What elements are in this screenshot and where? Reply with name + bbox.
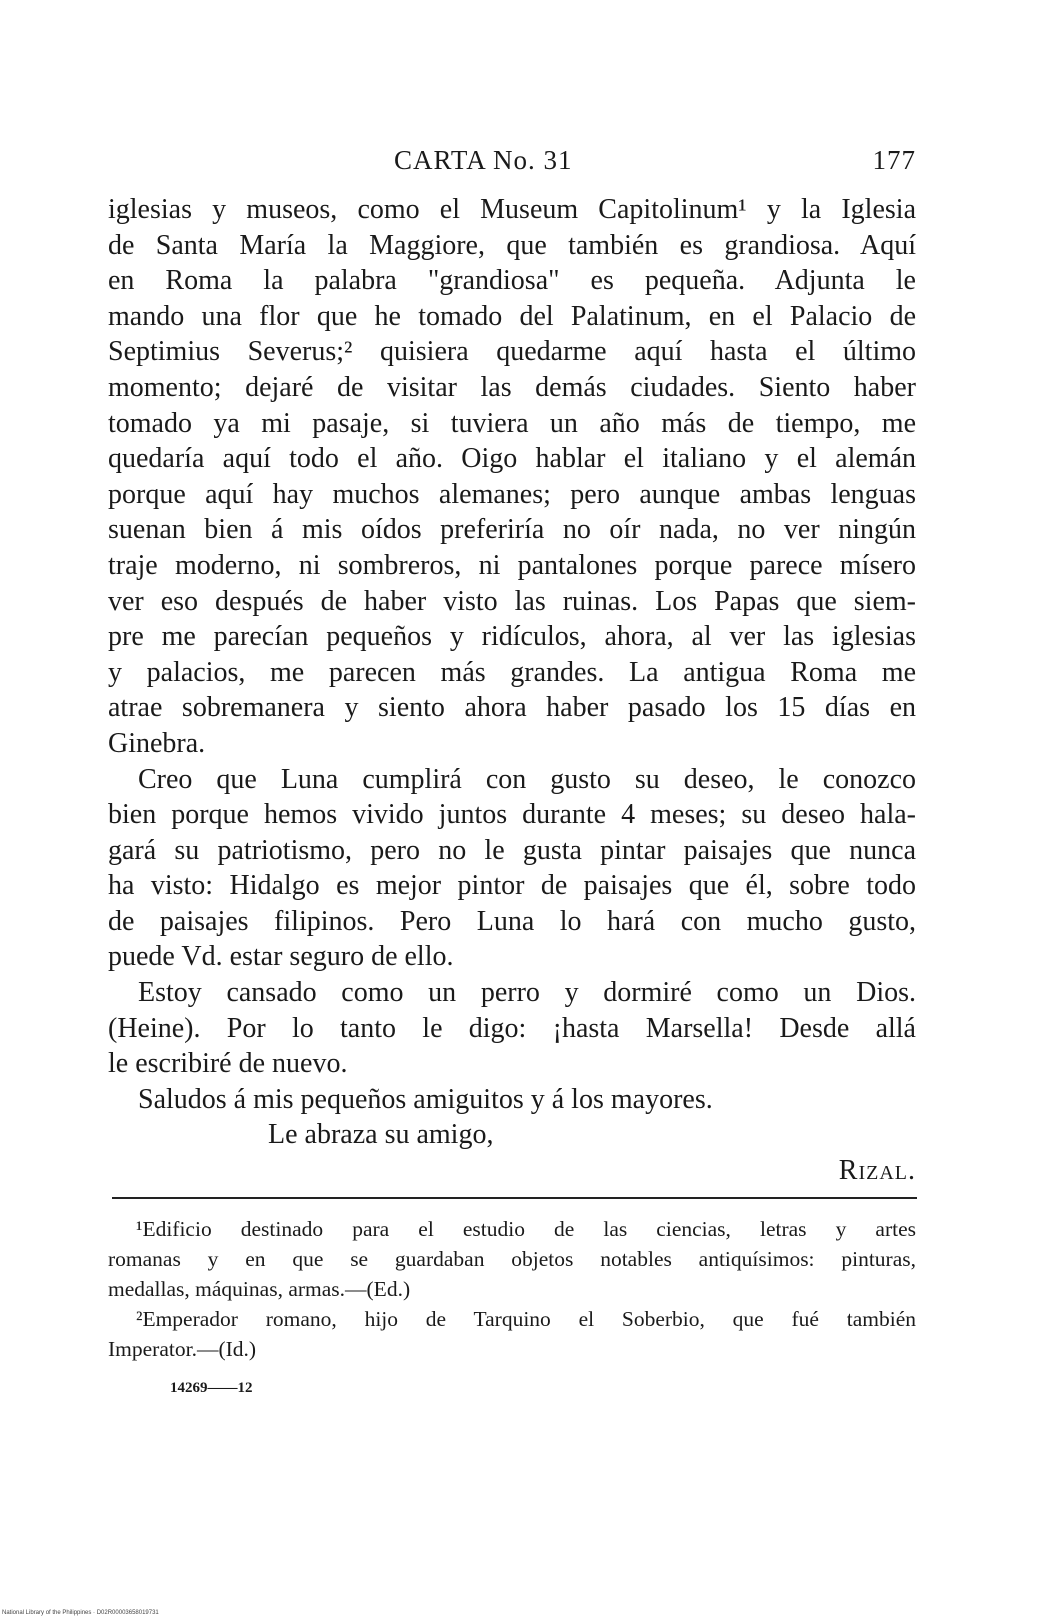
page-number: 177 (872, 145, 916, 175)
body-line: de Santa María la Maggiore, que también es grandiosa. Aquí (108, 229, 916, 261)
footnote-line: romanas y en que se guardaban objetos notables antiquísimos: pinturas, (108, 1247, 916, 1271)
scan-footer: National Library of the Philippines · D02R00003658019731 (2, 1610, 159, 1616)
printer-signature-mark: 14269——12 (170, 1380, 253, 1396)
body-line: ha visto: Hidalgo es mejor pintor de paisajes que él, sobre todo (108, 870, 916, 902)
footnote-line: ²Emperador romano, hijo de Tarquino el Soberbio, que fué también (136, 1307, 916, 1331)
body-line: Ginebra. (108, 727, 206, 759)
letter-body (108, 192, 916, 1189)
body-line: le escribiré de nuevo. (108, 1048, 348, 1080)
body-line: y palacios, me parecen más grandes. La antigua Roma me (108, 656, 916, 688)
body-line: Saludos á mis pequeños amiguitos y á los mayores. (138, 1083, 713, 1115)
footnote-line: medallas, máquinas, armas.—(Ed.) (108, 1277, 411, 1301)
running-head (108, 145, 916, 185)
body-line: puede Vd. estar seguro de ello. (108, 941, 454, 973)
signature: Rizal. (838, 1155, 916, 1187)
closing-line: Le abraza su amigo, (268, 1119, 494, 1151)
body-line: de paisajes filipinos. Pero Luna lo hará con mucho gusto, (108, 905, 916, 937)
body-line: gará su patriotismo, pero no le gusta pintar paisajes que nunca (108, 834, 916, 866)
body-line: en Roma la palabra "grandiosa" es pequeña. Adjunta le (108, 265, 916, 297)
body-line: pre me parecían pequeños y ridículos, ahora, al ver las iglesias (108, 621, 916, 653)
body-line: (Heine). Por lo tanto le digo: ¡hasta Marsella! Desde allá (108, 1012, 916, 1044)
body-line: Creo que Luna cumplirá con gusto su deseo, le conozco (138, 763, 916, 795)
footnote-line: Imperator.—(Id.) (108, 1337, 257, 1361)
body-line: porque aquí hay muchos alemanes; pero aunque ambas lenguas (108, 478, 916, 510)
body-line: ver eso después de haber visto las ruinas. Los Papas que siem- (108, 585, 916, 617)
body-line: atrae sobremanera y siento ahora haber pasado los 15 días en (108, 692, 916, 724)
footnote-line: ¹Edificio destinado para el estudio de las ciencias, letras y artes (136, 1217, 916, 1241)
body-line: iglesias y museos, como el Museum Capitolinum¹ y la Iglesia (108, 194, 916, 225)
footnotes (108, 1214, 916, 1364)
body-line: tomado ya mi pasaje, si tuviera un año más de tiempo, me (108, 407, 916, 439)
footnote-divider (112, 1197, 917, 1199)
body-line: Estoy cansado como un perro y dormiré como un Dios. (138, 977, 916, 1009)
letter-title: CARTA No. 31 (394, 145, 573, 175)
body-line: quedaría aquí todo el año. Oigo hablar el italiano y el alemán (108, 443, 916, 475)
body-line: Septimius Severus;² quisiera quedarme aquí hasta el último (108, 336, 916, 368)
body-line: traje moderno, ni sombreros, ni pantalones porque parece mísero (108, 549, 916, 581)
body-line: bien porque hemos vivido juntos durante 4 meses; su deseo hala- (108, 799, 916, 831)
body-line: momento; dejaré de visitar las demás ciudades. Siento haber (108, 371, 916, 403)
body-line: mando una flor que he tomado del Palatinum, en el Palacio de (108, 300, 916, 332)
body-line: suenan bien á mis oídos preferiría no oír nada, no ver ningún (108, 514, 916, 546)
